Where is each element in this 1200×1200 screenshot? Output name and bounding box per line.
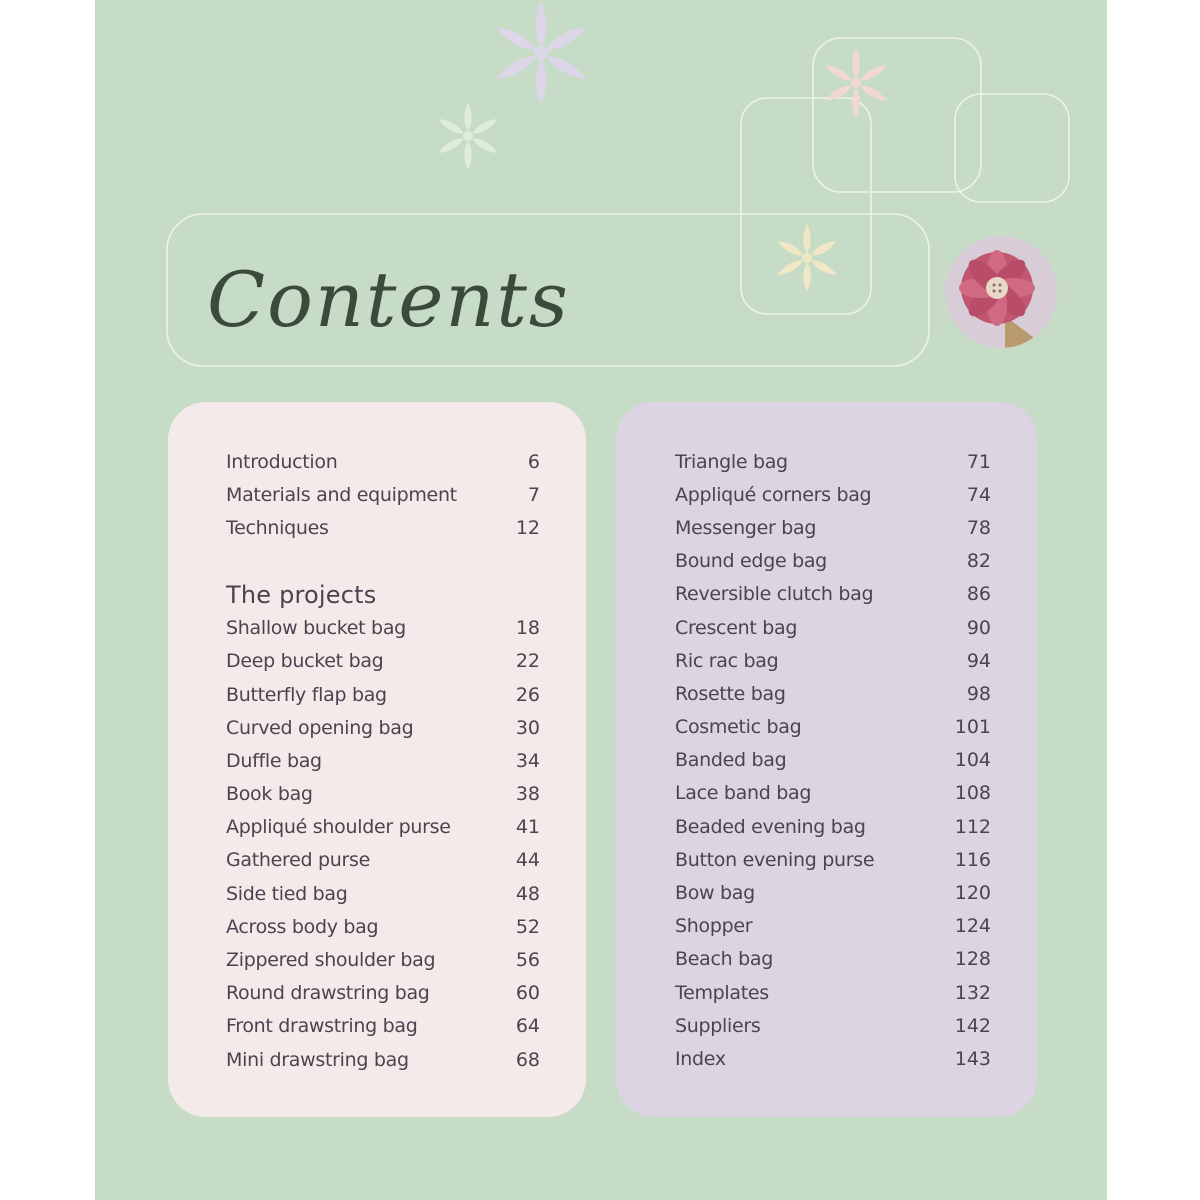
toc-entry[interactable] [675, 644, 991, 677]
right-list [675, 445, 991, 1076]
toc-entry-title: Shallow bucket bag [226, 617, 406, 640]
toc-entry-page: 104 [954, 749, 991, 772]
toc-entry-page: 56 [515, 949, 540, 972]
toc-entry-title: Messenger bag [675, 516, 817, 539]
toc-entry[interactable] [226, 977, 540, 1010]
toc-entry[interactable] [226, 877, 540, 910]
page-title: Contents [207, 255, 570, 344]
toc-entry[interactable] [226, 511, 540, 544]
lilac-flower-icon [493, 1, 588, 105]
toc-entry-title: Cosmetic bag [675, 716, 802, 739]
toc-entry-title: Gathered purse [226, 849, 371, 872]
toc-entry-page: 6 [527, 450, 540, 473]
toc-entry[interactable] [226, 612, 540, 645]
toc-entry-page: 82 [966, 550, 991, 573]
toc-entry-page: 116 [954, 848, 991, 871]
toc-entry[interactable] [675, 777, 991, 810]
toc-entry[interactable] [675, 1009, 991, 1042]
toc-entry-title: Button evening purse [675, 848, 875, 871]
toc-entry[interactable] [675, 843, 991, 876]
toc-entry-page: 64 [515, 1015, 540, 1038]
projects-heading: The projects [226, 581, 377, 610]
toc-entry-title: Side tied bag [226, 882, 348, 905]
toc-entry[interactable] [226, 711, 540, 744]
toc-entry-title: Index [675, 1047, 726, 1070]
toc-entry[interactable] [226, 478, 540, 511]
pink-flower-icon [823, 47, 889, 119]
contents-right-panel [616, 402, 1037, 1117]
toc-entry[interactable] [226, 910, 540, 943]
toc-entry-title: Round drawstring bag [226, 982, 430, 1005]
toc-entry[interactable] [675, 910, 991, 943]
toc-entry-page: 143 [954, 1047, 991, 1070]
toc-entry-title: Ric rac bag [675, 649, 779, 672]
toc-entry[interactable] [226, 1043, 540, 1076]
toc-entry-page: 86 [966, 583, 991, 606]
toc-entry-page: 12 [515, 516, 540, 539]
toc-entry-page: 34 [515, 749, 540, 772]
toc-entry-page: 128 [954, 948, 991, 971]
toc-entry-page: 60 [515, 982, 540, 1005]
toc-entry[interactable] [675, 611, 991, 644]
toc-entry-title: Duffle bag [226, 749, 322, 772]
fabric-yoyo-flower-photo [945, 236, 1057, 348]
toc-entry-title: Curved opening bag [226, 716, 414, 739]
toc-entry-title: Appliqué corners bag [675, 483, 872, 506]
toc-entry[interactable] [675, 810, 991, 843]
toc-entry[interactable] [226, 445, 540, 478]
toc-entry[interactable] [675, 478, 991, 511]
toc-entry-title: Reversible clutch bag [675, 583, 874, 606]
toc-entry[interactable] [226, 1010, 540, 1043]
toc-entry-title: Deep bucket bag [226, 650, 384, 673]
toc-entry-page: 22 [515, 650, 540, 673]
toc-entry-title: Crescent bag [675, 616, 798, 639]
toc-entry-page: 18 [515, 617, 540, 640]
toc-entry-title: Book bag [226, 783, 313, 806]
contents-left-panel [168, 402, 586, 1117]
toc-entry-title: Triangle bag [675, 450, 788, 473]
toc-entry-page: 7 [527, 483, 540, 506]
toc-entry[interactable] [675, 1042, 991, 1075]
toc-entry-title: Lace band bag [675, 782, 812, 805]
toc-entry-page: 101 [954, 716, 991, 739]
toc-entry-page: 26 [515, 683, 540, 706]
pale-green-flower-icon [437, 102, 500, 170]
toc-entry-title: Appliqué shoulder purse [226, 816, 451, 839]
toc-entry-title: Suppliers [675, 1014, 761, 1037]
toc-entry-title: Shopper [675, 915, 753, 938]
toc-entry-title: Butterfly flap bag [226, 683, 387, 706]
toc-entry-page: 30 [515, 716, 540, 739]
toc-entry-page: 98 [966, 682, 991, 705]
toc-entry-title: Techniques [226, 516, 329, 539]
toc-entry-title: Templates [675, 981, 769, 1004]
toc-entry-page: 48 [515, 882, 540, 905]
toc-entry[interactable] [675, 943, 991, 976]
toc-entry-page: 112 [954, 815, 991, 838]
toc-entry-page: 71 [966, 450, 991, 473]
toc-entry-page: 78 [966, 516, 991, 539]
toc-entry-title: Materials and equipment [226, 483, 457, 506]
intro-list [226, 445, 540, 545]
toc-entry-title: Across body bag [226, 915, 379, 938]
toc-entry-page: 90 [966, 616, 991, 639]
toc-entry-page: 74 [966, 483, 991, 506]
toc-entry-title: Introduction [226, 450, 338, 473]
toc-entry[interactable] [675, 711, 991, 744]
cream-flower-icon [776, 224, 839, 292]
toc-entry[interactable] [675, 677, 991, 710]
toc-entry[interactable] [675, 511, 991, 544]
toc-entry[interactable] [226, 811, 540, 844]
toc-entry-title: Rosette bag [675, 682, 786, 705]
toc-entry[interactable] [226, 744, 540, 777]
toc-entry-page: 142 [954, 1014, 991, 1037]
toc-entry-page: 108 [954, 782, 991, 805]
toc-entry-title: Beaded evening bag [675, 815, 866, 838]
toc-entry[interactable] [675, 445, 991, 478]
toc-entry[interactable] [675, 578, 991, 611]
toc-entry-title: Mini drawstring bag [226, 1048, 409, 1071]
toc-entry[interactable] [226, 943, 540, 976]
toc-entry-page: 94 [966, 649, 991, 672]
toc-entry-title: Beach bag [675, 948, 773, 971]
toc-entry[interactable] [226, 678, 540, 711]
toc-entry[interactable] [226, 778, 540, 811]
projects-list [226, 612, 540, 1077]
toc-entry-page: 132 [954, 981, 991, 1004]
toc-entry-title: Banded bag [675, 749, 787, 772]
toc-entry-page: 52 [515, 915, 540, 938]
toc-entry-page: 120 [954, 882, 991, 905]
toc-entry[interactable] [226, 844, 540, 877]
outline-square-3 [955, 94, 1069, 202]
toc-entry[interactable] [226, 645, 540, 678]
toc-entry-page: 41 [515, 816, 540, 839]
toc-entry-page: 124 [954, 915, 991, 938]
toc-entry[interactable] [675, 545, 991, 578]
toc-entry-title: Bow bag [675, 882, 755, 905]
toc-entry-title: Front drawstring bag [226, 1015, 418, 1038]
toc-entry-page: 44 [515, 849, 540, 872]
toc-entry-page: 38 [515, 783, 540, 806]
toc-entry[interactable] [675, 876, 991, 909]
toc-entry-page: 68 [515, 1048, 540, 1071]
contents-page [95, 0, 1107, 1200]
toc-entry-title: Bound edge bag [675, 550, 827, 573]
toc-entry-title: Zippered shoulder bag [226, 949, 436, 972]
toc-entry[interactable] [675, 976, 991, 1009]
toc-entry[interactable] [675, 744, 991, 777]
